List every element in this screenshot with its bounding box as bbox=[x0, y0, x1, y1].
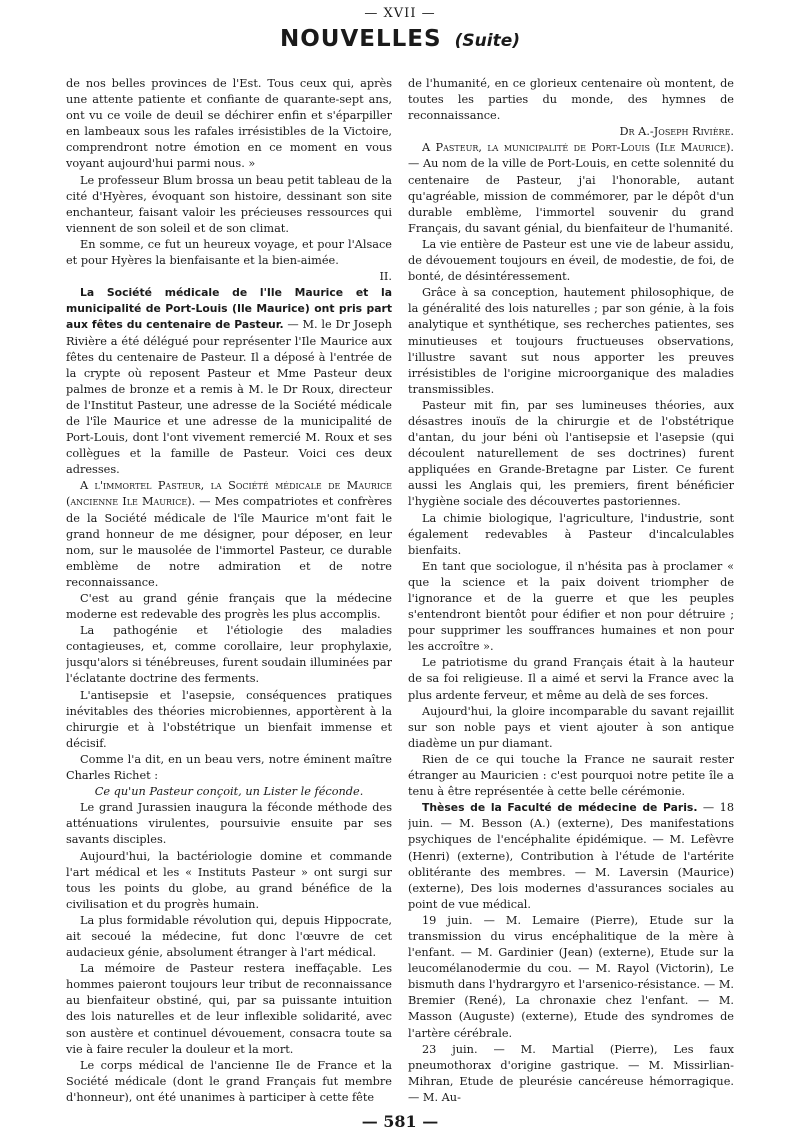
paragraph: La vie entière de Pasteur est une vie de labeur assidu, de dévouement toujours en éveil, de modestie, de foi, de bonté, de désintéressement. bbox=[408, 237, 734, 284]
paragraph-text: — Au nom de la ville de Port-Louis, en cette solennité du centenaire de Pasteur, j'ai l'honorable, autant qu'agréable, mission de commémorer, par le dépôt d'un durable emblème, l'immortel souvenir du grand Français, du savant génial, du bienfaiteur de l'humanité. bbox=[408, 157, 734, 235]
paragraph: En tant que sociologue, il n'hésita pas à proclamer « que la science et la paix doivent triompher de l'ignorance et de la guerre et que les peuples s'entendront bientôt pour édifier et non pour détruire ; pour supprimer les souffrances humaines et non pour les accroître ». bbox=[408, 559, 734, 654]
paragraph-text: — M. le Dr Joseph Rivière a été délégué pour représenter l'Ile Maurice aux fêtes du centenaire de Pasteur. Il a déposé à l'entrée de la crypte où reposent Pasteur et Mme Pasteur deux palmes de bronze et a remis à M. le Dr Roux, directeur de l'Institut Pasteur, une adresse de la Société médicale de l'île Maurice et une adresse de la municipalité de Port-Louis, dont l'ont vivement remercié M. Roux et ses collègues et la famille de Pasteur. Voici ces deux adresses. bbox=[66, 318, 392, 477]
paragraph: La plus formidable révolution qui, depuis Hippocrate, ait secoué la médecine, fut donc l'œuvre de cet audacieux génie, absolument étranger à l'art médical. bbox=[66, 913, 392, 960]
paragraph: Comme l'a dit, en un beau vers, notre éminent maître Charles Richet : bbox=[66, 752, 392, 783]
paragraph: La chimie biologique, l'agriculture, l'industrie, sont également redevables à Pasteur d'incalculables bienfaits. bbox=[408, 511, 734, 557]
paragraph bbox=[408, 140, 734, 237]
paragraph: Le corps médical de l'ancienne Ile de France et la Société médicale (dont le grand Français fut membre d'honneur), ont été unanimes à participer à cette fête bbox=[66, 1058, 392, 1102]
address-heading: A l'immortel Pasteur, la Société médicale de Maurice (ancienne Ile Maurice). bbox=[66, 479, 392, 509]
section-heading bbox=[0, 26, 800, 52]
paragraph: L'antisepsie et l'asepsie, conséquences pratiques inévitables des théories microbiennes, apportèrent à la chirurgie et à l'obstétrique un bienfait immense et décisif. bbox=[66, 688, 392, 750]
paragraph: Rien de ce qui touche la France ne saurait rester étranger au Mauricien : c'est pourquoi notre petite île a tenu à être représentée à cette belle cérémonie. bbox=[408, 752, 734, 799]
paragraph: Aujourd'hui, la bactériologie domine et commande l'art médical et les « Instituts Pasteur » ont surgi sur tous les points du globe, au grand bénéfice de la civilisation et du progrès humain. bbox=[66, 849, 392, 911]
paragraph: Pasteur mit fin, par ses lumineuses théories, aux désastres inouïs de la chirurgie et de l'obstétrique d'antan, du jour béni où l'antisepsie et l'asepsie (qui découlent naturellement de ses doctrines) furent appliquées en Grande-Bretagne par Lister. Ce furent aussi les Anglais qui, les premiers, firent bénéficier l'hygiène sociale des découvertes pastoriennes. bbox=[408, 398, 734, 509]
paragraph bbox=[66, 285, 392, 478]
paragraph: de nos belles provinces de l'Est. Tous ceux qui, après une attente patiente et confiante de quarante-sept ans, ont vu ce voile de deuil se déchirer enfin et s'éparpiller en lambeaux sous les rafales irrésistibles de la Victoire, comprendront notre émotion en ce moment en vous voyant aujourd'hui parmi nous. » bbox=[66, 77, 392, 171]
paragraph bbox=[408, 800, 734, 913]
paragraph: Le grand Jurassien inaugura la féconde méthode des atténuations virulentes, poursuivie ensuite par ses savants disciples. bbox=[66, 801, 392, 847]
roman-page-number: — XVII — bbox=[364, 6, 436, 21]
paragraph: 23 juin. — M. Martial (Pierre), Les faux pneumothorax d'origine gastrique. — M. Missirlian-Mihran, Etude de pleurésie cancéreuse hémorragique. — M. Au- bbox=[408, 1042, 734, 1102]
signature: Dr A.-Joseph Rivière. bbox=[619, 125, 734, 139]
paragraph: Aujourd'hui, la gloire incomparable du savant rejaillit sur son noble pays et vient ajouter à son antique diadème un pur diamant. bbox=[408, 704, 734, 750]
paragraph: Le patriotisme du grand Français était à la hauteur de sa foi religieuse. Il a aimé et servi la France avec la plus ardente ferveur, et même au delà de ses forces. bbox=[408, 656, 734, 702]
left-column bbox=[66, 76, 392, 1102]
paragraph: La pathogénie et l'étiologie des maladies contagieuses, et, comme corollaire, leur prophylaxie, jusqu'alors si ténébreuses, furent soudain illuminées par l'éclatante doctrine des ferments. bbox=[66, 624, 392, 686]
paragraph: En somme, ce fut un heureux voyage, et pour l'Alsace et pour Hyères la bienfaisante et la bien-aimée. bbox=[66, 237, 392, 268]
paragraph-text: — Mes compatriotes et confrères de la Société médicale de l'île Maurice m'ont fait le grand honneur de me désigner, pour déposer, en leur nom, sur le mausolée de l'immortel Pasteur, ce durable emblème de notre admiration et de notre reconnaissance. bbox=[66, 495, 392, 589]
paragraph: Grâce à sa conception, hautement philosophique, de la généralité des lois naturelles ; par son génie, à la fois analytique et synthétique, ses recherches patientes, ses minutieuses et toujours fructueuses observations, l'illustre savant sut nous apporter les preuves irrésistibles de l'origine microorganique des maladies transmissibles. bbox=[408, 286, 734, 396]
paragraph: Le professeur Blum brossa un beau petit tableau de la cité d'Hyères, évoquant son histoire, dessinant son site enchanteur, faisant valoir les précieuses ressources qui viennent de son soleil et de son climat. bbox=[66, 173, 392, 235]
paragraph: de l'humanité, en ce glorieux centenaire où montent, de toutes les parties du monde, des hymnes de reconnaissance. bbox=[408, 77, 734, 123]
section-subtitle: (Suite) bbox=[454, 31, 521, 51]
paragraph-text: — 18 juin. — M. Besson (A.) (externe), Des manifestations psychiques de l'encéphalite épidémique. — M. Lefèvre (Henri) (externe), Contribution à l'étude de l'artérite oblitérante des membres. — M. Laversin (Maurice) (externe), Des lois modernes d'assurances sociales au point de vue médical. bbox=[408, 801, 734, 911]
article-heading: La Société médicale de l'Ile Maurice et la municipalité de Port-Louis (Ile Maurice) ont pris part aux fêtes du centenaire de Pasteur. bbox=[66, 286, 392, 332]
right-column bbox=[408, 76, 734, 1102]
paragraph: C'est au grand génie français que la médecine moderne est redevable des progrès les plus accomplis. bbox=[66, 592, 392, 622]
section-title: NOUVELLES bbox=[279, 26, 442, 52]
address-heading: A Pasteur, la municipalité de Port-Louis (Ile Maurice). bbox=[422, 141, 734, 155]
section-number: II. bbox=[379, 270, 392, 284]
quotation: Ce qu'un Pasteur conçoit, un Lister le féconde. bbox=[94, 785, 364, 799]
theses-heading: Thèses de la Faculté de médecine de Paris. bbox=[422, 801, 698, 815]
paragraph: La mémoire de Pasteur restera ineffaçable. Les hommes paieront toujours leur tribut de reconnaissance au bienfaiteur obstiné, qui, par sa puissante intuition des lois naturelles et de leur inflexible solidarité, avec son austère et continuel dévouement, consacra toute sa vie à faire reculer la douleur et la mort. bbox=[66, 962, 392, 1056]
paragraph: 19 juin. — M. Lemaire (Pierre), Etude sur la transmission du virus encéphalitique de la mère à l'enfant. — M. Gardinier (Jean) (externe), Etude sur la leucomélanodermie du cou. — M. Rayol (Victorin), Le bismuth dans l'hydrargyro et l'arsenico-résistance. — M. Bremier (René), La chronaxie chez l'enfant. — M. Masson (Auguste) (externe), Etude des syndromes de l'artère cérébrale. bbox=[408, 913, 734, 1040]
page-number: — 581 — bbox=[361, 1112, 439, 1131]
paragraph bbox=[66, 478, 392, 591]
